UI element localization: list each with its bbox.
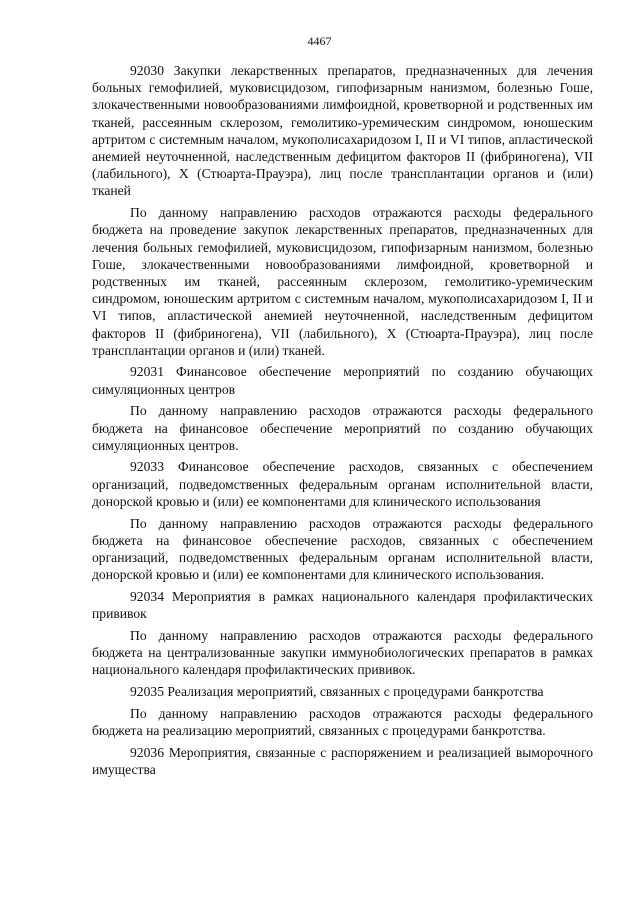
item-92035-description: По данному направлению расходов отражаются расходы федерального бюджета на реализацию мероприятий, связанных с процедурами банкротства. [92, 705, 593, 738]
item-92031-heading: 92031 Финансовое обеспечение мероприятий по созданию обучающих симуляционных центров [92, 364, 593, 397]
item-92031-description: По данному направлению расходов отражаются расходы федерального бюджета на финансовое обеспечение мероприятий по созданию обучающих симуляционных центров. [92, 403, 593, 453]
document-body [92, 62, 593, 782]
item-92036-heading: 92036 Мероприятия, связанные с распоряжением и реализацией выморочного имущества [92, 744, 593, 777]
page-number: 4467 [307, 34, 332, 48]
item-92034-description: По данному направлению расходов отражаются расходы федерального бюджета на централизованные закупки иммунобиологических препаратов в рамках национального календаря профилактических прививок. [92, 627, 593, 678]
item-92035-heading: 92035 Реализация мероприятий, связанных с процедурами банкротства [130, 683, 544, 699]
item-92033-description: По данному направлению расходов отражаются расходы федерального бюджета на финансовое обеспечение расходов, связанных с обеспечением организаций, подведомственных федеральным органам исполнительной власти, донорской кровью и (или) ее компонентами для клинического использования. [92, 515, 593, 583]
item-92033-heading: 92033 Финансовое обеспечение расходов, связанных с обеспечением организаций, подведомственных федеральным органам исполнительной власти, донорской кровью и (или) ее компонентами для клинического использования [92, 459, 593, 509]
item-92034-heading: 92034 Мероприятия в рамках национального календаря профилактических прививок [92, 588, 593, 622]
item-92030-description: По данному направлению расходов отражаются расходы федерального бюджета на проведение закупок лекарственных препаратов, предназначенных для лечения больных гемофилией, муковисцидозом, гипофизарным нанизмом, болезнью Гоше, злокачественными новообразованиями лимфоидной, кроветворной и родственных им тканей, рассеянным склерозом, гемолитико-уремическим синдромом, юношеским артритом с системным началом, мукополисахаридозом I, II и VI типов, апластической анемией неуточненной, наследственным дефицитом факторов II (фибриногена), VII (лабильного), X (Стюарта-Прауэра), лиц после трансплантации органов и (или) тканей. [92, 205, 593, 358]
item-92030-heading: 92030 Закупки лекарственных препаратов, предназначенных для лечения больных гемофилией, муковисцидозом, гипофизарным нанизмом, болезнью Гоше, злокачественными новообразованиями лимфоидной, кроветворной и родственных им тканей, рассеянным склерозом, гемолитико-уремическим синдромом, юношеским артритом с системным началом, мукополисахаридозом I, II и VI типов, апластической анемией неуточненной, наследственным дефицитом факторов II (фибриногена), VII (лабильного), X (Стюарта-Прауэра), лиц после трансплантации органов и (или) тканей [92, 63, 593, 199]
